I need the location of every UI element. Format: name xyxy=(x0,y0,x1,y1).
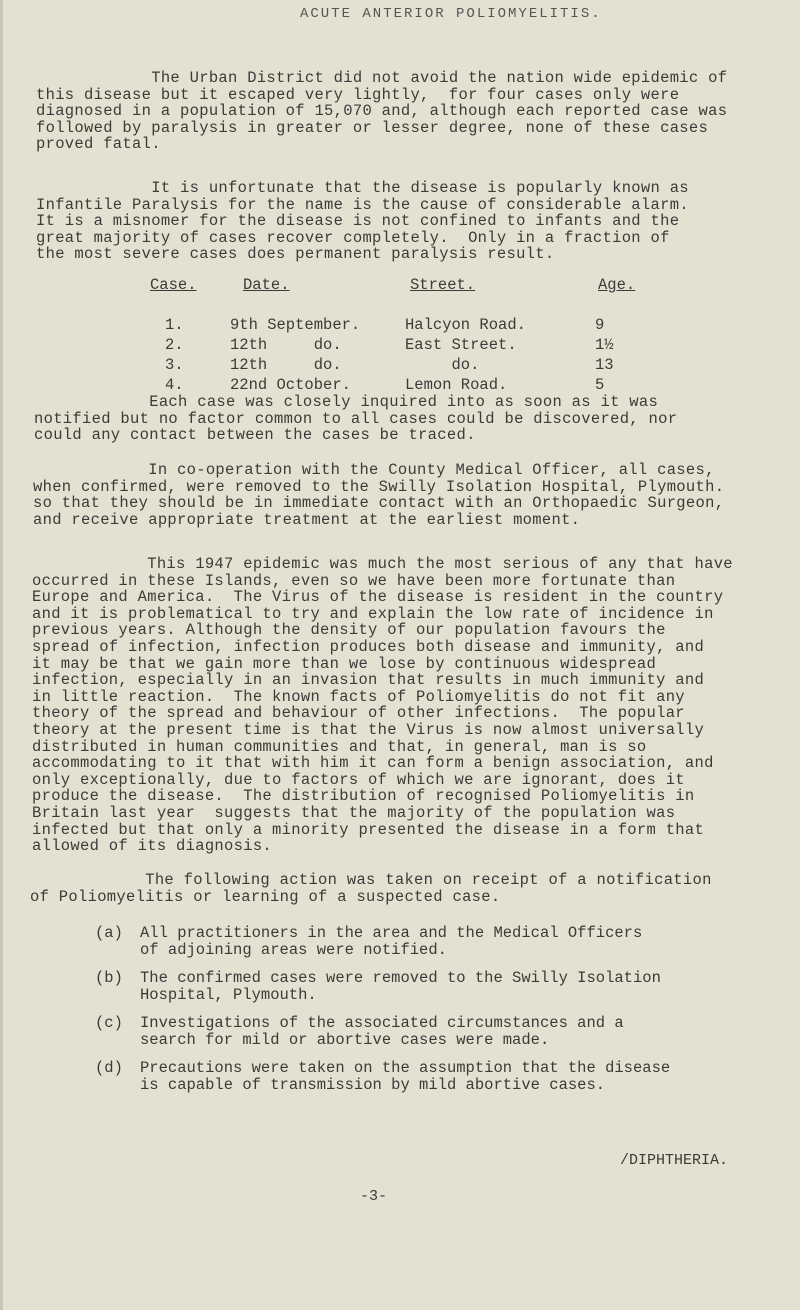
case-date: 12th do. xyxy=(230,336,342,354)
action-text xyxy=(140,1060,670,1093)
text-line: All practitioners in the area and the Medical Officers xyxy=(140,924,643,942)
text-line: Europe and America. The Virus of the disease is resident in the country xyxy=(32,588,724,607)
text-line: Precautions were taken on the assumption that the disease xyxy=(140,1059,671,1077)
next-section-label: /DIPHTHERIA. xyxy=(620,1152,729,1169)
text-line: great majority of cases recover completely. Only in a fraction of xyxy=(36,228,670,247)
case-date: 12th do. xyxy=(230,356,342,374)
text-line: followed by paralysis in greater or lesser degree, none of these cases xyxy=(36,118,709,137)
text-line: Investigations of the associated circumstances and a xyxy=(140,1014,624,1032)
text-line: It is unfortunate that the disease is popularly known as xyxy=(36,179,689,197)
action-text xyxy=(140,970,661,1003)
page-number: -3- xyxy=(360,1188,388,1205)
text-line: The following action was taken on receipt of a notification xyxy=(30,871,712,889)
text-line: Hospital, Plymouth. xyxy=(140,985,317,1004)
text-line: In co-operation with the County Medical Officer, all cases, xyxy=(33,461,715,479)
page-edge xyxy=(0,0,3,1310)
text-line: The Urban District did not avoid the nation wide epidemic of xyxy=(36,69,728,87)
paragraph-intro xyxy=(36,70,727,153)
action-text xyxy=(140,1015,624,1048)
action-label: (a) xyxy=(95,924,123,942)
text-line: is capable of transmission by mild abortive cases. xyxy=(140,1075,606,1094)
table-row xyxy=(0,336,700,352)
text-line: and it is problematical to try and explain the low rate of incidence in xyxy=(32,604,714,623)
paragraph-cooperation xyxy=(33,462,724,528)
text-line: theory of the spread and behaviour of other infections. The popular xyxy=(32,704,685,723)
paragraph-inquiry xyxy=(34,394,677,444)
header-street: Street. xyxy=(410,276,476,294)
text-line: Each case was closely inquired into as soon as it was xyxy=(34,393,659,411)
action-label: (c) xyxy=(95,1014,123,1032)
table-row xyxy=(0,356,700,372)
table-row xyxy=(0,316,700,332)
case-age: 5 xyxy=(595,376,605,394)
text-line: proved fatal. xyxy=(36,135,161,154)
case-date: 9th September. xyxy=(230,316,361,334)
case-number: 2. xyxy=(165,336,184,354)
text-line: accommodating to it that with him it can form a benign association, and xyxy=(32,754,714,773)
text-line: The confirmed cases were removed to the Swilly Isolation xyxy=(140,969,661,987)
table-row xyxy=(0,376,700,392)
text-line: only exceptionally, due to factors of which we are ignorant, does it xyxy=(32,770,685,789)
text-line: when confirmed, were removed to the Swilly Isolation Hospital, Plymouth. xyxy=(33,477,725,496)
case-street: Lemon Road. xyxy=(405,376,508,394)
case-date: 22nd October. xyxy=(230,376,351,394)
text-line: it may be that we gain more than we lose by continuous widespread xyxy=(32,654,657,673)
text-line: distributed in human communities and that, in general, man is so xyxy=(32,737,647,756)
text-line: diagnosed in a population of 15,070 and, although each reported case was xyxy=(36,102,728,121)
text-line: the most severe cases does permanent paralysis result. xyxy=(36,245,555,264)
case-street: Halcyon Road. xyxy=(405,316,526,334)
text-line: of adjoining areas were notified. xyxy=(140,940,447,959)
text-line: notified but no factor common to all cases could be discovered, nor xyxy=(34,409,678,428)
text-line: spread of infection, infection produces both disease and immunity, and xyxy=(32,637,705,656)
text-line: this disease but it escaped very lightly, for four cases only were xyxy=(36,85,680,104)
text-line: infected but that only a minority presented the disease in a form that xyxy=(32,820,705,839)
header-case: Case. xyxy=(150,276,197,294)
text-line: infection, especially in an invasion that results in much immunity and xyxy=(32,671,705,690)
case-street: East Street. xyxy=(405,336,517,354)
case-number: 1. xyxy=(165,316,184,334)
action-label: (b) xyxy=(95,969,123,987)
text-line: This 1947 epidemic was much the most serious of any that have xyxy=(32,555,733,573)
text-line: It is a misnomer for the disease is not confined to infants and the xyxy=(36,212,680,231)
header-age: Age. xyxy=(598,276,636,294)
action-label: (d) xyxy=(95,1059,123,1077)
text-line: of Poliomyelitis or learning of a suspected case. xyxy=(30,887,501,906)
text-line: previous years. Although the density of our population favours the xyxy=(32,621,666,640)
case-street: do. xyxy=(405,356,480,374)
case-number: 4. xyxy=(165,376,184,394)
case-age: 1½ xyxy=(595,336,614,354)
text-line: Infantile Paralysis for the name is the cause of considerable alarm. xyxy=(36,195,689,214)
case-number: 3. xyxy=(165,356,184,374)
action-text xyxy=(140,925,642,958)
text-line: search for mild or abortive cases were made. xyxy=(140,1030,550,1049)
text-line: could any contact between the cases be traced. xyxy=(34,426,476,445)
text-line: so that they should be in immediate contact with an Orthopaedic Surgeon, xyxy=(33,494,725,513)
text-line: theory at the present time is that the Virus is now almost universally xyxy=(32,720,705,739)
case-age: 13 xyxy=(595,356,614,374)
paragraph-infantile-paralysis xyxy=(36,180,689,263)
text-line: occurred in these Islands, even so we have been more fortunate than xyxy=(32,571,676,590)
document-title: ACUTE ANTERIOR POLIOMYELITIS. xyxy=(300,6,602,22)
paragraph-epidemic xyxy=(32,556,733,855)
case-age: 9 xyxy=(595,316,605,334)
cases-table-header xyxy=(0,276,800,294)
header-date: Date. xyxy=(243,276,290,294)
text-line: in little reaction. The known facts of Poliomyelitis do not fit any xyxy=(32,687,685,706)
text-line: allowed of its diagnosis. xyxy=(32,837,273,856)
text-line: Britain last year suggests that the majority of the population was xyxy=(32,803,676,822)
text-line: produce the disease. The distribution of recognised Poliomyelitis in xyxy=(32,787,695,806)
paragraph-action xyxy=(30,872,712,905)
text-line: and receive appropriate treatment at the earliest moment. xyxy=(33,510,581,529)
